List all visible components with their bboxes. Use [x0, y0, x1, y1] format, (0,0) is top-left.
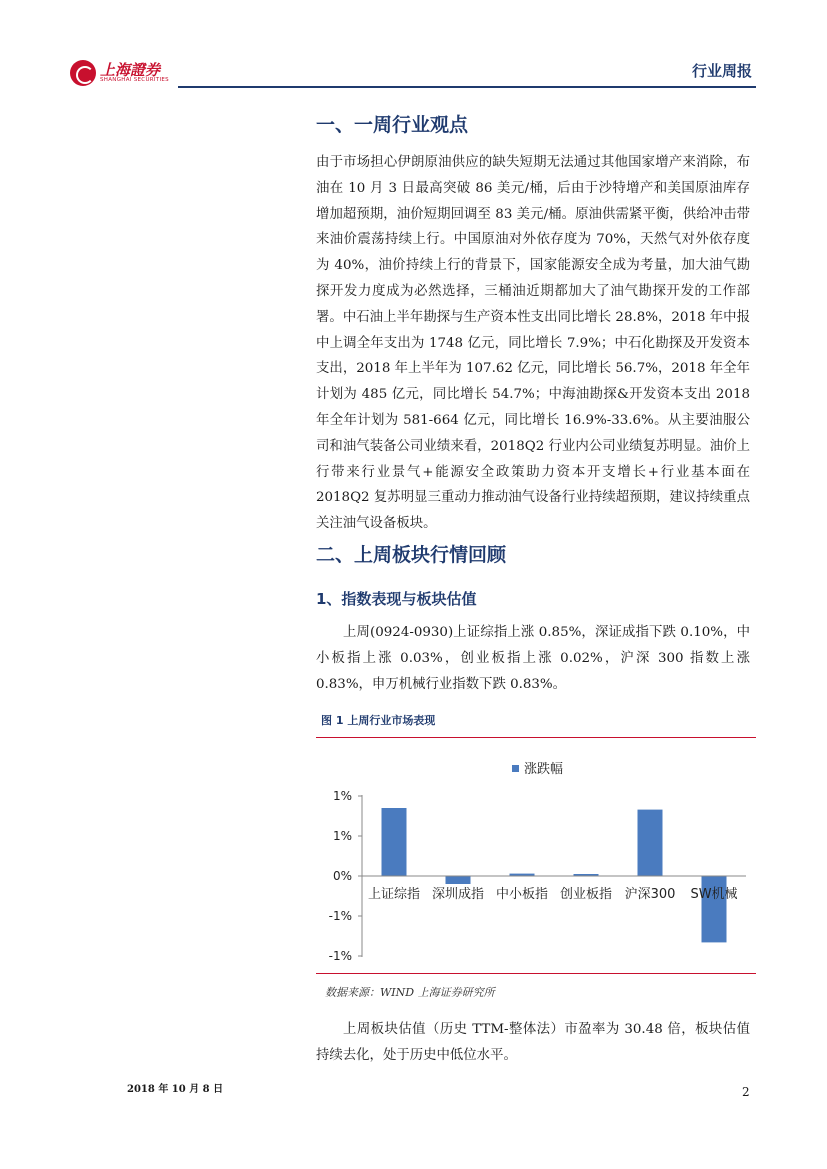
- page-number: 2: [742, 1085, 750, 1099]
- bar-1: [446, 876, 471, 884]
- subsection1-heading: 1、指数表现与板块估值: [316, 590, 477, 608]
- index-performance-paragraph: 上周(0924-0930)上证综指上涨 0.85%，深证成指下跌 0.10%，中小板指上涨 0.03%，创业板指上涨 0.02%，沪深 300 指数上涨 0.83%，申万机械行业指数下跌 0.83%。: [316, 625, 750, 692]
- y-tick-label: 1%: [332, 789, 352, 803]
- legend-swatch: [512, 765, 519, 772]
- chart-legend: [512, 761, 563, 777]
- x-category-label: 深圳成指: [431, 887, 485, 902]
- legend-label: 涨跌幅: [524, 762, 564, 777]
- figure-top-rule: [316, 737, 756, 738]
- x-category-label: 创业板指: [559, 887, 613, 902]
- y-tick-label: 1%: [332, 829, 352, 843]
- logo-name-cn: 上海證券: [100, 60, 161, 79]
- bar-0: [382, 808, 407, 876]
- x-category-label: 上证综指: [367, 887, 421, 902]
- section1-body: 由于市场担心伊朗原油供应的缺失短期无法通过其他国家增产来消除，布油在 10 月 3 日最高突破 86 美元/桶，后由于沙特增产和美国原油库存增加超预期，油价短期回调至 83 美元/桶。原油供需紧平衡，供给冲击带来油价震荡持续上行。中国原油对外依存度为 70%，天然气对外依存度为 40%，油价持续上行的背景下，国家能源安全成为考量，加大油气勘探开发力度成为必然选择，三桶油近期都加大了油气勘探开发的工作部署。中石油上半年勘探与生产资本性支出同比增长 28.8%，2018 年中报中上调全年支出为 1748 亿元，同比增长 7.9%；中石化勘探及开发资本支出，2018 年上半年为 107.62 亿元，同比增长 56.7%，2018 年全年计划为 485 亿元，同比增长 54.7%；中海油勘探&开发资本支出 2018 年全年计划为 581-664 亿元，同比增长 16.9%-33.6%。从主要油服公司和油气装备公司业绩来看，2018Q2 行业内公司业绩复苏明显。油价上行带来行业景气+能源安全政策助力资本开支增长+行业基本面在 2018Q2 复苏明显三重动力推动油气设备行业持续超预期，建议持续重点关注油气设备板块。: [316, 155, 750, 532]
- y-tick-label: -1%: [328, 949, 352, 963]
- y-tick-label: -1%: [328, 909, 352, 923]
- bar-4: [638, 810, 663, 876]
- market-performance-chart: [316, 745, 756, 975]
- x-category-label: SW机械: [690, 887, 738, 902]
- header-divider: [178, 86, 756, 88]
- company-logo: [70, 58, 169, 88]
- bar-5: [702, 876, 727, 942]
- figure-caption: 图 1 上周行业市场表现: [321, 714, 436, 727]
- y-tick-label: 0%: [332, 869, 352, 883]
- figure-bottom-rule: [316, 973, 756, 974]
- section2-heading: 二、上周板块行情回顾: [316, 544, 507, 566]
- page-header: [70, 58, 756, 90]
- footer-date: 2018 年 10 月 8 日: [127, 1084, 224, 1095]
- logo-name-en: SHANGHAI SECURITIES: [100, 76, 169, 83]
- report-type-title: 行业周报: [691, 62, 752, 80]
- section1-heading: 一、一周行业观点: [316, 114, 469, 136]
- logo-emblem-icon: [70, 60, 96, 86]
- x-category-label: 中小板指: [495, 887, 549, 902]
- x-category-label: 沪深300: [624, 887, 676, 902]
- figure-source: 数据来源：WIND 上海证券研究所: [325, 986, 495, 999]
- valuation-paragraph: 上周板块估值（历史 TTM-整体法）市盈率为 30.48 倍，板块估值持续去化，处于历史中低位水平。: [316, 1022, 750, 1063]
